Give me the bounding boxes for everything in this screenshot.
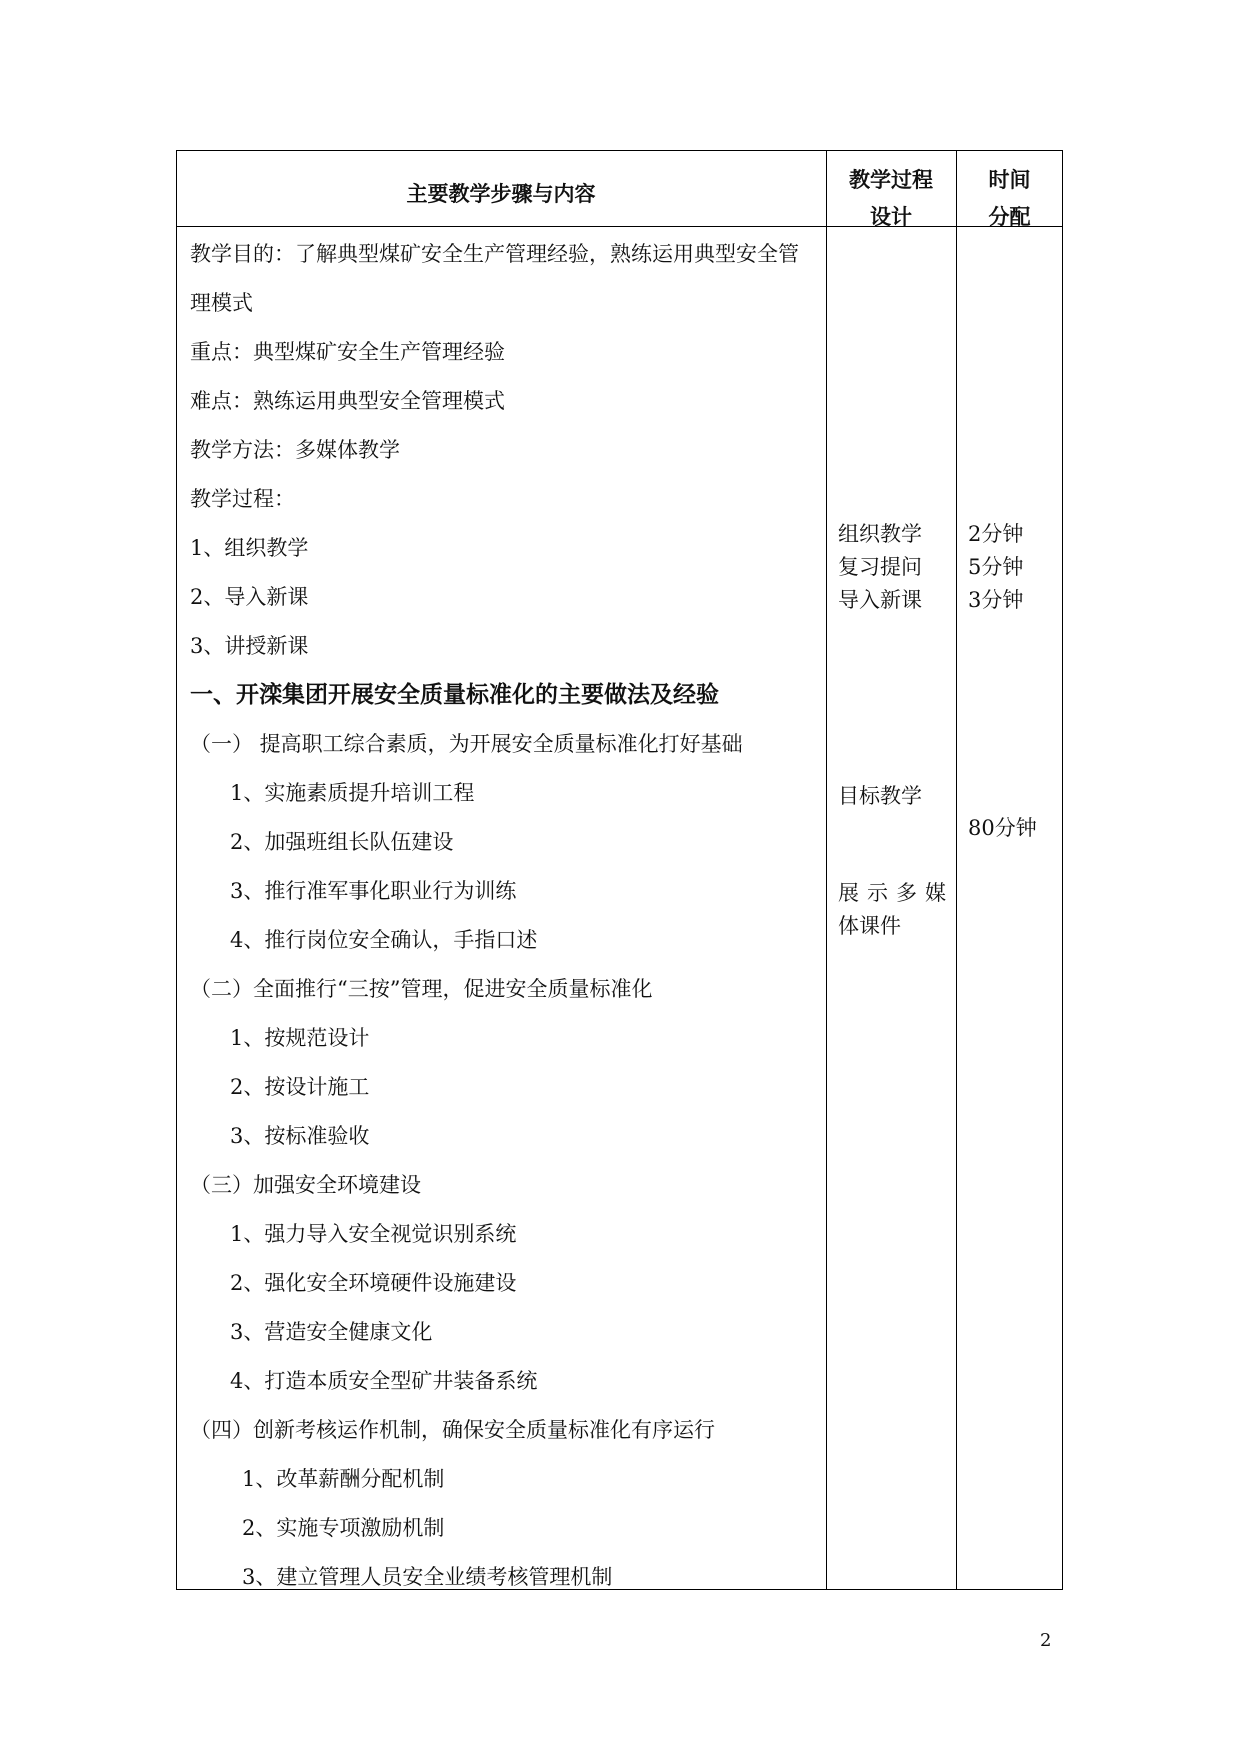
design-notes-intro [838, 518, 922, 617]
design-show-line1: 展示多媒 [838, 881, 954, 905]
content-item: 2、按设计施工 [230, 1075, 370, 1099]
content-item: 2、实施专项激励机制 [242, 1516, 445, 1540]
subsection-heading: （二）全面推行“三按”管理，促进安全质量标准化 [190, 977, 653, 1001]
section-heading: 一、开滦集团开展安全质量标准化的主要做法及经验 [190, 682, 719, 708]
content-item: 3、建立管理人员安全业绩考核管理机制 [242, 1565, 613, 1589]
time-lecture: 80分钟 [968, 816, 1037, 840]
time-intro: 3分钟 [968, 588, 1024, 612]
content-item: 4、打造本质安全型矿井装备系统 [230, 1369, 538, 1393]
header-main-steps: 主要教学步骤与内容 [406, 182, 596, 206]
content-item: 2、加强班组长队伍建设 [230, 830, 454, 854]
design-goal: 目标教学 [838, 784, 922, 808]
header-process-design [826, 162, 956, 236]
content-line: 难点：熟练运用典型安全管理模式 [190, 389, 505, 413]
content-line: 教学目的：了解典型煤矿安全生产管理经验，熟练运用典型安全管 [190, 242, 799, 266]
content-line: 教学过程： [190, 487, 295, 511]
subsection-heading: （四）创新考核运作机制，确保安全质量标准化有序运行 [190, 1418, 715, 1442]
content-line: 理模式 [190, 291, 253, 315]
content-line: 重点：典型煤矿安全生产管理经验 [190, 340, 505, 364]
column-divider-time [956, 150, 957, 1590]
design-multimedia [838, 877, 954, 943]
content-item: 2、强化安全环境硬件设施建设 [230, 1271, 517, 1295]
content-item: 3、推行准军事化职业行为训练 [230, 879, 517, 903]
design-intro: 导入新课 [838, 588, 922, 612]
content-item: 1、改革薪酬分配机制 [242, 1467, 445, 1491]
content-item: 1、强力导入安全视觉识别系统 [230, 1222, 517, 1246]
time-notes-intro [968, 518, 1023, 617]
time-review: 5分钟 [968, 555, 1024, 579]
content-line: 教学方法：多媒体教学 [190, 438, 400, 462]
subsection-heading: （三）加强安全环境建设 [190, 1173, 421, 1197]
time-organize: 2分钟 [968, 522, 1024, 546]
page-number: 2 [1040, 1630, 1052, 1651]
header-time-allocation [956, 162, 1063, 236]
content-item: 4、推行岗位安全确认，手指口述 [230, 928, 538, 952]
design-organize: 组织教学 [838, 522, 922, 546]
content-item: 1、实施素质提升培训工程 [230, 781, 475, 805]
content-item: 3、按标准验收 [230, 1124, 370, 1148]
content-line: 3、讲授新课 [190, 634, 309, 658]
header-time-line2: 分配 [988, 205, 1031, 229]
header-design-line2: 设计 [870, 205, 912, 229]
design-review: 复习提问 [838, 555, 922, 579]
content-line: 1、组织教学 [190, 536, 309, 560]
header-time-line1: 时间 [988, 168, 1031, 192]
subsection-heading: （一） 提高职工综合素质，为开展安全质量标准化打好基础 [190, 732, 743, 756]
content-line: 2、导入新课 [190, 585, 309, 609]
design-show-line2: 体课件 [838, 914, 901, 938]
main-content-column [190, 230, 820, 1602]
content-item: 3、营造安全健康文化 [230, 1320, 433, 1344]
column-divider-design [826, 150, 827, 1590]
header-design-line1: 教学过程 [849, 168, 933, 192]
content-item: 1、按规范设计 [230, 1026, 370, 1050]
